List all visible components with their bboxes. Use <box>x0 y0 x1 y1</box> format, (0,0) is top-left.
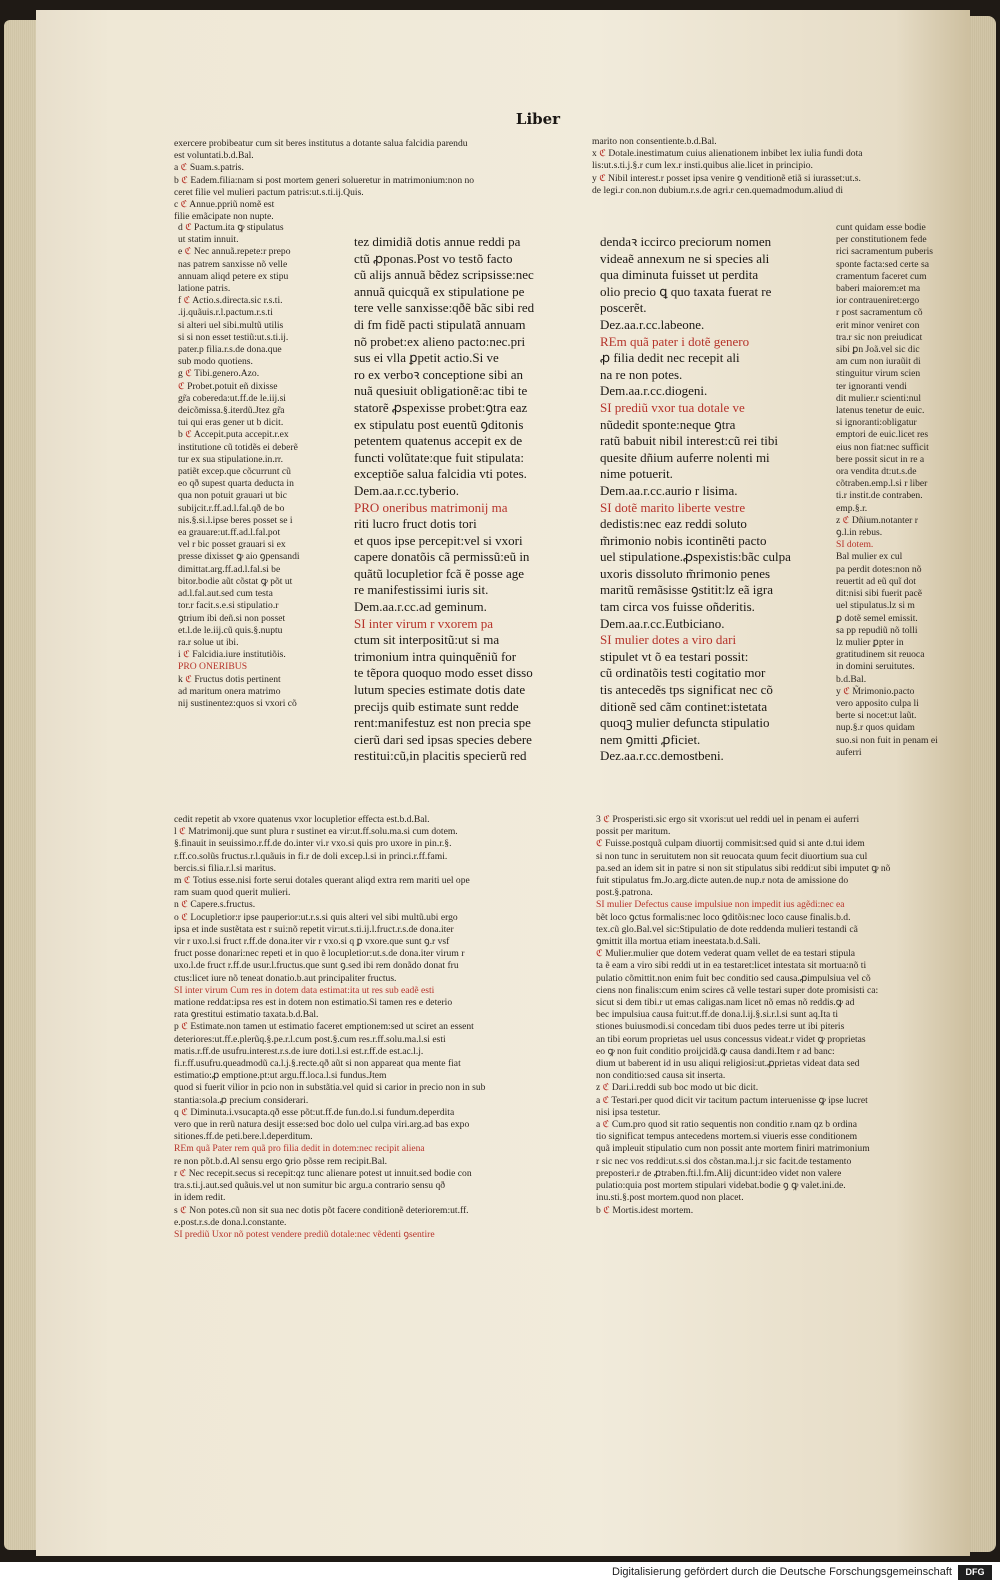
paragraph-mark: ℭ <box>181 174 188 186</box>
text-col3-line: olio precio ꝗ quo taxata fuerat re <box>600 283 772 299</box>
gloss-right-line: cramentum faceret cum <box>836 270 927 282</box>
gloss-left-line: deicõmissa.§.iterdũ.Jtez gr̃a <box>178 405 285 417</box>
gloss-top-left-line: filie emãcipate non nupte. <box>174 211 274 223</box>
paragraph-mark: ℭ <box>603 1204 610 1216</box>
paragraph-mark: ℭ <box>183 649 190 661</box>
gloss-bottom-right-line: preposteri.r de ꝓtraben.fti.l.fm.Alij dicunt:ideo videt non valere <box>596 1167 842 1179</box>
gloss-left-line: .ij.quãuis.r.l.pactum.r.s.ti <box>178 307 273 319</box>
text-col2-line: Dem.aa.r.cc.ad geminum. <box>354 599 487 615</box>
gloss-bottom-left-line: ipsa et inde sustẽtata est r sui:nõ repetit vir:ut.s.ti.ij.l.fruct.r.s.de dona.iter <box>174 923 454 935</box>
gloss-left-line: ut statim innuit. <box>178 234 239 246</box>
gloss-right-line: b.d.Bal. <box>836 673 867 685</box>
gloss-bottom-left-line: REm quã Pater rem quã pro filia dedit in dotem:nec recipit aliena <box>174 1143 425 1155</box>
gloss-right-line: Bal mulier ex cul <box>836 551 903 563</box>
gloss-bottom-left-line: e.post.r.s.de dona.l.constante. <box>174 1216 287 1228</box>
gloss-bottom-right-line: non conditio:sed causa sit inserta. <box>596 1070 726 1082</box>
gloss-bottom-left-line: SI prediũ Uxor nõ potest vendere prediũ dotale:nec vẽdenti ꝯsentire <box>174 1228 435 1240</box>
gloss-top-right-line: x ℭ Dotale.inestimatum cuius alienationem inbibet lex iulia fundi dota <box>592 148 863 160</box>
paragraph-mark: ℭ <box>602 1119 610 1131</box>
text-col3-line: nem ꝯmitti ꝓficiet. <box>600 731 701 747</box>
gloss-bottom-right-line: eo ꝙ non fuit conditio proijcidã.ꝙ causa dandi.Item r ad banc: <box>596 1045 835 1057</box>
text-col2-line: cierũ dari sed ipsas species debere <box>354 731 532 747</box>
gloss-bottom-right-line: SI mulier Defectus cause impulsiue non impedit ius agẽdi:nec ea <box>596 899 845 911</box>
gloss-right-line: sa pp repudiũ nõ tolli <box>836 624 918 636</box>
gloss-bottom-left-line: sitiones.ff.de peti.bere.l.deperditum. <box>174 1131 313 1143</box>
text-col3-line: SI prediũ vxor tua dotale ve <box>600 399 745 415</box>
gloss-top-left <box>174 138 604 223</box>
paragraph-mark: ℭ <box>602 1094 610 1106</box>
paragraph-mark: ℭ <box>179 1167 187 1179</box>
gloss-bottom-left-line: estimatio:ꝓ emptione.pt:ut argu.ff.loca.l.si fundus.Jtem <box>174 1070 387 1082</box>
gloss-bottom-right-line: tio significat tempus antecedens mortem.si viueris esse conditionem <box>596 1131 858 1143</box>
paragraph-mark: ℭ <box>181 911 188 923</box>
gloss-bottom-left-line: §.finauit in seuissimo.r.ff.de do.inter vi.r vxo.si quis pro uxore in pin.r.§. <box>174 838 452 850</box>
gloss-bottom-right-line: pulatio:quia post mortem stipulari videbat.bodie ꝯ ꝙ valet.ini.de. <box>596 1180 846 1192</box>
paragraph-mark: ℭ <box>185 222 192 233</box>
gloss-bottom-left-line: s ℭ Non potes.cũ non sit sua nec dotis põt facere conditionẽ deteriorem:ut.ff. <box>174 1204 469 1216</box>
gloss-bottom-left-line: SI inter virum Cum res in dotem data estimat:ita ut res sub eadẽ esti <box>174 984 435 996</box>
page-edges-left <box>4 20 40 1550</box>
text-col2-line: riti lucro fruct dotis tori <box>354 516 477 532</box>
text-col2-line: restitui:cũ,in placitis specierũ red <box>354 748 527 764</box>
gloss-left-line: pater.p filia.r.s.de dona.que <box>178 344 282 356</box>
gloss-bottom-right-line: ta ẽ eam a viro sibi reddi ut in ea testaret:licet intestata sit mortua:nõ ti <box>596 960 867 972</box>
text-col3-line: cũ ordinatõis testi cogitatio mor <box>600 665 766 681</box>
gloss-right-line: y ℭ M̃rimonio.pacto <box>836 685 915 697</box>
paragraph-mark: ℭ <box>178 380 185 392</box>
paragraph-mark: ℭ <box>180 162 188 174</box>
gloss-right-line: latenus tenetur de euic. <box>836 405 925 417</box>
gloss-bottom-right-line: a ℭ Testari.per quod dicit vir tacitum pactum interuenisse ꝙ ipse lucret <box>596 1094 868 1106</box>
funding-notice: Digitalisierung gefördert durch die Deutsche Forschungsgemeinschaft <box>612 1566 952 1578</box>
gloss-left-line: qua non potuit grauari ut bic <box>178 490 287 502</box>
gloss-left-line: nis.§.si.l.ipse beres posset se i <box>178 514 293 526</box>
gloss-bottom-left-line: uxo.l.de fruct r.ff.de usur.l.fructus.que sunt ꝯ.sed ibi rem donãdo donat fru <box>174 960 459 972</box>
gloss-bottom-right-line: stiones buiusmodi.si concedam tibi duos pedes terre ut ibi piteris <box>596 1021 845 1033</box>
gloss-bottom-right-line: possit per maritum. <box>596 826 671 838</box>
dfg-logo: DFG <box>958 1565 992 1580</box>
gloss-bottom-left-line: bercis.si filia.r.l.si maritus. <box>174 862 277 874</box>
paragraph-mark: ℭ <box>599 172 606 184</box>
paragraph-mark: ℭ <box>185 673 192 685</box>
gloss-left-line: nas patrem sanxisse nõ velle <box>178 258 288 270</box>
paragraph-mark: ℭ <box>603 814 610 825</box>
gloss-bottom-left-line: vero que in rerũ natura desijt esse:sed boc dolo uel culpa viri.arg.ad bas expo <box>174 1119 470 1131</box>
text-col3-line: na re non potes. <box>600 366 683 382</box>
gloss-left-line: tur ex sua stipulatione.in.rr. <box>178 453 283 465</box>
gloss-bottom-right-line: ciens non finalis:cum enim scires cã velle testari super dote promisisti ca: <box>596 984 879 996</box>
gloss-left-line: e ℭ Nec annuã.repete:r prepo <box>178 246 291 258</box>
text-col3-line: qua diminuta fuisset ut perdita <box>600 267 759 283</box>
gloss-bottom-left-line: ram suam quod querit mulieri. <box>174 887 291 899</box>
gloss-bottom-right-line: an tibi eorum proprietas uel usus concessus videat.r videt ꝙ proprietas <box>596 1033 866 1045</box>
gloss-bottom-right-line: pulatio cõmittit.non enim fuit bec conditio sed causa.ꝓimpulsiua vel cõ <box>596 972 871 984</box>
gloss-bottom-right-line: bẽt loco ꝯctus formalis:nec loco ꝯditõis:nec loco cause finalis.b.d. <box>596 911 851 923</box>
paragraph-mark: ℭ <box>842 514 850 526</box>
gloss-right-line: reuertit ad eũ quĩ dot <box>836 575 916 587</box>
gloss-bottom-right-line: a ℭ Cum.pro quod sit ratio sequentis non conditio r.nam qz b ordina <box>596 1119 857 1131</box>
text-col2-line: ctum sit interpositũ:ut si ma <box>354 632 500 648</box>
text-col2-line: ctũ ꝓponas.Post vo testõ facto <box>354 250 513 266</box>
text-col2-line: precijs quib estimate sunt redde <box>354 698 519 714</box>
gloss-left-line: patiẽt excep.que cõcurrunt cũ <box>178 466 291 478</box>
paragraph-mark: ℭ <box>602 1082 610 1094</box>
text-col2-line: quãtũ locupletior fcã ẽ posse age <box>354 565 525 581</box>
gloss-left-line: sub modo quotiens. <box>178 356 253 368</box>
gloss-top-left-line: c ℭ Annue.ppriũ nomẽ est <box>174 199 275 211</box>
gloss-right-line: cunt quidam esse bodie <box>836 222 926 233</box>
gloss-left-line: latione patris. <box>178 283 231 295</box>
gloss-right-line: ior contraueniret:ergo <box>836 295 920 307</box>
text-col2-line: nõ probet:ex alieno pacto:nec.pri <box>354 333 526 349</box>
paragraph-mark: ℭ <box>596 838 603 850</box>
gloss-left-line: nij sustinentez:quos si vxori cõ <box>178 697 297 709</box>
gloss-left-line: tui qui eras gener ut b dicit. <box>178 417 284 429</box>
gloss-right-line: gratitudinem sit reuoca <box>836 649 925 661</box>
text-col3-line: uel stipulatione.ꝓspexistis:bãc culpa <box>600 549 791 565</box>
text-col3-line: SI dotẽ marito liberte vestre <box>600 499 746 515</box>
gloss-top-left-line: ceret filie vel mulieri pactum patris:ut.s.ti.ij.Quis. <box>174 186 364 198</box>
paragraph-mark: ℭ <box>185 429 192 441</box>
text-col3-line: videaẽ annexum ne si species ali <box>600 250 770 266</box>
gloss-top-right-line: de legi.r con.non dubium.r.s.de agri.r cen.quemadmodum.aliud di <box>592 184 843 196</box>
paragraph-mark: ℭ <box>179 826 186 838</box>
text-col2-line: annuã quicquã ex stipulatione pe <box>354 283 525 299</box>
gloss-right-line: r post sacramentum cõ <box>836 307 923 319</box>
gloss-right-line: ti.r instit.de contraben. <box>836 490 923 502</box>
text-column-2 <box>354 234 594 765</box>
gloss-right-line: emptori de euic.licet res <box>836 429 929 441</box>
gloss-bottom-right-line: quã impleuit stipulatio cum non possit ante mortem finiri matrimonium <box>596 1143 870 1155</box>
gloss-bottom-right-line: b ℭ Mortis.idest mortem. <box>596 1204 694 1216</box>
gloss-top-left-line: est voluntati.b.d.Bal. <box>174 150 254 162</box>
gloss-left-line: presse dixisset ꝙ aio ꝯpensandi <box>178 551 300 563</box>
gloss-left-line: vel r bic posset grauari si ex <box>178 539 286 551</box>
text-col3-line: Dem.aa.r.cc.aurio r lisima. <box>600 482 738 498</box>
gloss-right-line: in domini seruitutes. <box>836 661 915 673</box>
text-col3-line: Dem.aa.r.cc.Eutbiciano. <box>600 615 725 631</box>
running-head: Liber <box>515 110 561 128</box>
text-col3-line: nime potuerit. <box>600 466 673 482</box>
text-col3-line: Dez.aa.r.cc.labeone. <box>600 316 705 332</box>
gloss-top-right <box>592 136 962 197</box>
gloss-bottom-right-line: fuit stipulatus fm.Jo.arg.dicte auten.de nup.r nota de amissione do <box>596 875 849 887</box>
gloss-bottom-left-line: re non põt.b.d.Al sensu ergo ꝯrio põsse rem recipit.Bal. <box>174 1155 388 1167</box>
gloss-bottom-left-line: o ℭ Locupletior:r ipse pauperior:ut.r.s.si quis alteri vel sibi multũ.ubi ergo <box>174 911 458 923</box>
text-col2-line: rent:manifestuz est non precia spe <box>354 715 531 731</box>
gloss-right-line: sponte facta:sed certe sa <box>836 258 929 270</box>
text-col3-line: tis antecedẽs tps significat nec cõ <box>600 682 773 698</box>
text-col3-line: poscerẽt. <box>600 300 647 316</box>
text-col2-line: te tẽpora quoquo modo esset disso <box>354 665 533 681</box>
gloss-right-line: baberi maiorem:et ma <box>836 283 921 295</box>
gloss-right-line: ꝯ.l.in rebus. <box>836 527 883 539</box>
gloss-top-left-line: b ℭ Eadem.filia:nam si post mortem generi solueretur in matrimonium:non no <box>174 174 475 186</box>
gloss-right-line: pa perdit dotes:non nõ <box>836 563 922 575</box>
gloss-top-right-line: y ℭ Nibil interest.r posset ipsa venire ꝯ venditionẽ etiã si iurasset:ut.s. <box>592 172 861 184</box>
page-edges-right <box>968 16 996 1552</box>
gloss-left-line: b ℭ Accepit.puta accepit.r.ex <box>178 429 289 441</box>
gloss-right-line: rici sacramentum puberis <box>836 246 933 258</box>
text-col3-line: quoqꝫ mulier defuncta stipulatio <box>600 715 770 731</box>
text-column-3 <box>600 234 832 765</box>
text-col2-line: ex stipulatu post euentũ ꝯditonis <box>354 416 524 432</box>
text-col3-line: dendaꝛ iccirco preciorum nomen <box>600 234 772 249</box>
gloss-right-line: dit:nisi sibi fuerit pacẽ <box>836 588 923 600</box>
gloss-bottom-right-line: inu.sti.§.post mortem.quod non placet. <box>596 1192 744 1204</box>
gloss-bottom-left-line: l ℭ Matrimonij.que sunt plura r sustinet ea vir:ut.ff.solu.ma.si cum dotem. <box>174 826 458 838</box>
gloss-right-line: nup.§.r quos quidam <box>836 722 915 734</box>
gloss-right-line: bere possit sicut in re a <box>836 453 925 465</box>
gloss-bottom-right-line: bec impulsiua causa fuit:ut.ff.de dona.l.ij.§.si.r.l.si sunt aq.Ita ti <box>596 1009 839 1021</box>
gloss-right-line: berte si nocet:ut laũt. <box>836 710 917 722</box>
text-col3-line: Dez.aa.r.cc.demostbeni. <box>600 748 724 764</box>
text-col3-line: ratũ babuit nibil interest:cũ rei tibi <box>600 433 778 449</box>
gloss-bottom-left-line: stantia:sola.ꝓ precium considerari. <box>174 1094 309 1106</box>
gloss-bottom-right-line: si non tunc in seruitutem non sit reuocata quum fecit diuortium sua cul <box>596 850 868 862</box>
text-col3-line: quesite dñium auferre nolenti mi <box>600 449 770 465</box>
gloss-left-line: ℭ Probet.potuit eñ dixisse <box>178 380 278 392</box>
gloss-right-line: suo.si non fuit in penam ei auferri <box>836 734 938 758</box>
text-col2-line: ro ex verboꝛ conceptione sibi an <box>354 366 523 382</box>
gloss-bottom-left-line: cedit repetit ab vxore quatenus vxor locupletior effecta est.b.d.Bal. <box>174 814 430 825</box>
text-col3-line: maritũ remãsisse ꝯstitit:lz eã igra <box>600 582 773 598</box>
gloss-bottom-right-line: 3 ℭ Prosperisti.sic ergo sit vxoris:ut uel reddi uel in penam ei auferri <box>596 814 860 825</box>
gloss-bottom-right-line: dium ut baberent id in usu aliqui religiosi:ut.ꝓprietas videat data sed <box>596 1058 860 1070</box>
gloss-left-line: PRO ONERIBUS <box>178 661 248 673</box>
text-col2-line: PRO oneribus matrimonij ma <box>354 499 508 515</box>
text-col3-line: m̃rimonio nobis icontinẽti pacto <box>600 532 767 548</box>
gloss-bottom-left-line: m ℭ Totius esse.nisi forte serui dotales querant aliqd extra rem mariti uel ope <box>174 875 470 887</box>
gloss-right-line: ter ignoranti vendi <box>836 380 907 392</box>
text-col3-line: tam circa vos fuisse oñderitis. <box>600 599 755 615</box>
gloss-left-line: annuam aliqd petere ex stipu <box>178 270 289 282</box>
gloss-column-left <box>178 222 348 710</box>
gloss-bottom-right-line: sicut si dem tibi.r ut emas caligas.nam licet nõ emas nõ reddis.ꝙ ad <box>596 997 855 1009</box>
gloss-left-line: gr̃a cobereda:ut.ff.de le.iij.si <box>178 392 286 404</box>
gloss-bottom-left-line: q ℭ Diminuta.i.vsucapta.qð esse põt:ut.ff.de fun.do.l.si fundum.deperdita <box>174 1106 455 1118</box>
gloss-right-line: lz mulier ꝑpter in <box>836 636 904 648</box>
gloss-right-line: stinguitur virum scien <box>836 368 921 380</box>
paragraph-mark: ℭ <box>183 875 191 887</box>
text-col2-line: di fm fidẽ pacti stipulatã annuam <box>354 316 526 332</box>
gloss-bottom-left-line: r.ff.co.solũs fructus.r.l.quãuis in fi.r de doli excep.l.si in princi.r.ff.fami. <box>174 850 448 862</box>
gloss-right-line: ꝑ dotẽ semel emissit. <box>836 612 918 624</box>
gloss-bottom-left-line: fi.r.ff.usufru.queadmodũ ca.l.j.§.recte.qð aũt si non appareat qua mente fiat <box>174 1058 461 1070</box>
gloss-bottom-right-line: nisi ipsa testetur. <box>596 1106 661 1118</box>
gloss-right-line: tra.r sic non preiudicat <box>836 331 923 343</box>
gloss-bottom-left <box>174 814 594 1241</box>
gloss-left-line: si si non esset testiũ:ut.s.ti.ij. <box>178 331 289 343</box>
gloss-right-line: cõtraben.emp.l.si r liber <box>836 478 928 490</box>
gloss-right-line: eius non fiat:nec sufficit <box>836 441 929 453</box>
text-col3-line: REm quã pater i dotẽ genero <box>600 333 750 349</box>
gloss-left-line: k ℭ Fructus dotis pertinent <box>178 673 281 685</box>
text-col3-line: stipulet vt õ ea testari possit: <box>600 648 749 664</box>
gloss-bottom-left-line: deteriores:ut.ff.e.plerũq.§.pe.r.l.cum post.§.cum res.r.ff.solu.ma.l.si esti <box>174 1033 446 1045</box>
gloss-left-line: subijcit.r.ff.ad.l.fal.qð de bo <box>178 502 285 514</box>
gloss-bottom-right-line: post.§.patrona. <box>596 887 653 899</box>
text-col3-line: SI mulier dotes a viro dari <box>600 632 737 648</box>
gloss-left-line: ea grauare:ut.ff.ad.l.fal.pot <box>178 527 281 539</box>
paragraph-mark: ℭ <box>596 948 603 960</box>
gloss-bottom-left-line: matione reddat:ipsa res est in dotem non estimatio.Si tamen res e deterio <box>174 997 453 1009</box>
text-col3-line: Dem.aa.r.cc.diogeni. <box>600 383 708 399</box>
text-col2-line: SI inter virum r vxorem pa <box>354 615 493 631</box>
text-col2-line: cũ alijs annuã bẽdez scripsisse:nec <box>354 267 534 283</box>
gloss-bottom-right-line: ℭ Fuisse.postquã culpam diuortij commisit:sed quid si ante d.tui idem <box>596 838 865 850</box>
gloss-left-line: si alteri uel sibi.multũ utilis <box>178 319 284 331</box>
paragraph-mark: ℭ <box>181 899 188 911</box>
text-col2-line: re manifestissimi iuris sit. <box>354 582 489 598</box>
gloss-bottom-right-line: ꝯmittit illa mortua etiam ineestata.b.d.Sali. <box>596 936 761 948</box>
text-col3-line: uxoris dissoluto m̃rimonio penes <box>600 565 771 581</box>
text-col2-line: lutum species estimate dotis date <box>354 682 526 698</box>
gloss-left-line: ꝯtrium ibi deñ.si non posset <box>178 612 286 624</box>
paragraph-mark: ℭ <box>183 295 191 307</box>
gloss-bottom-left-line: n ℭ Capere.s.fructus. <box>174 899 256 911</box>
gloss-right-line: am cum non iuraũit di <box>836 356 921 368</box>
gloss-left-line: ad maritum onera matrimo <box>178 685 281 697</box>
gloss-right-line: dit mulier.r scienti:nul <box>836 392 921 404</box>
text-col2-line: trimonium intra quinquẽniũ for <box>354 648 517 664</box>
text-col2-line: tez dimidiã dotis annue reddi pa <box>354 234 521 249</box>
text-col2-line: petentem quatenus accepit ex de <box>354 433 523 449</box>
text-col3-line: ditionẽ sed cãm continet:istetata <box>600 698 768 714</box>
gloss-bottom-left-line: fruct posse donari:nec repeti et in quo ẽ locupletior:ut.s.de dona.iter virum r <box>174 948 465 960</box>
gloss-right-line: vero apposito culpa li <box>836 697 919 709</box>
paragraph-mark: ℭ <box>180 199 188 211</box>
gloss-right-line: z ℭ Dñium.notanter r <box>836 514 918 526</box>
gloss-bottom-right-line: z ℭ Dari.i.reddi sub boc modo ut bic dicit. <box>596 1082 759 1094</box>
text-col2-line: tere velle sanxisse:qðẽ bãc sibi red <box>354 300 535 316</box>
gloss-left-line: g ℭ Tibi.genero.Azo. <box>178 368 260 380</box>
gloss-left-line: bitor.bodie aũt cõstat ꝙ põt ut <box>178 575 293 587</box>
gloss-bottom-left-line: quod si fuerit vilior in pcio non in substãtia.vel quid si carior in precio non in sub <box>174 1082 486 1094</box>
paragraph-mark: ℭ <box>181 1106 188 1118</box>
gloss-left-line: d ℭ Pactum.ita ꝙ stipulatus <box>178 222 284 233</box>
gloss-right-line: emp.§.r. <box>836 502 868 514</box>
page <box>36 10 970 1556</box>
gloss-left-line: dimittat.arg.ff.ad.l.fal.si be <box>178 563 281 575</box>
gloss-bottom-left-line: ctus:licet iure nõ teneat donatio.b.aut principaliter fructus. <box>174 972 397 984</box>
gloss-right-line: SI dotem. <box>836 539 874 551</box>
paragraph-mark: ℭ <box>181 1021 188 1033</box>
gloss-left-line: ra.r solue ut ibi. <box>178 636 239 648</box>
gloss-bottom-left-line: tra.s.ti.j.aut.sed quãuis.vel ut non sumitur bic argu.a contrario sensu qð <box>174 1180 446 1192</box>
gloss-right-line: si ignoranti:obligatur <box>836 417 917 429</box>
gloss-right-line: erit minor veniret con <box>836 319 920 331</box>
gloss-bottom-right <box>596 814 962 1217</box>
gloss-bottom-left-line: vir r uxo.l.si fruct r.ff.de dona.iter vir r vxo.si q ꝑ vxore.que sunt ꝯ.r vsf <box>174 936 450 948</box>
gloss-bottom-left-line: matis.r.ff.de usufru.interest.r.s.de iure doti.l.si est.r.ff.de est.ac.l.j. <box>174 1045 424 1057</box>
gloss-bottom-left-line: r ℭ Nec recepit.secus si recepit:qz tunc alienare potest ut innuit.sed bodie con <box>174 1167 472 1179</box>
paragraph-mark: ℭ <box>185 368 192 380</box>
gloss-bottom-right-line: tex.cũ glo.Bal.vel sic:Stipulatio de dote reddenda mulieri testandi cã <box>596 923 858 935</box>
gloss-left-line: tor.r facit.s.e.si stipulatio.r <box>178 600 279 612</box>
text-col2-line: Dem.aa.r.cc.tyberio. <box>354 482 460 498</box>
gloss-left-line: f ℭ Actio.s.directa.sic r.s.ti. <box>178 295 283 307</box>
paragraph-mark: ℭ <box>184 246 192 258</box>
text-col2-line: nuã quesiuit obligationẽ:ac tibi te <box>354 383 528 399</box>
text-col3-line: dedistis:nec eaz reddi soluto <box>600 516 747 532</box>
text-col2-line: exceptiõe salua falcidia vti potes. <box>354 466 527 482</box>
gloss-bottom-left-line: p ℭ Estimate.non tamen ut estimatio faceret emptionem:sed ut sciret an essent <box>174 1021 474 1033</box>
text-col3-line: nũdedit sponte:neque ꝯtra <box>600 416 736 432</box>
gloss-right-line: sibi ꝑn Joã.vel sic dic <box>836 344 920 356</box>
gloss-bottom-left-line: rata ꝯrestitui estimatio taxata.b.d.Bal. <box>174 1009 319 1021</box>
paragraph-mark: ℭ <box>180 1204 187 1216</box>
gloss-bottom-right-line: ℭ Mulier.mulier que dotem vederat quam vellet de ea testari stipula <box>596 948 856 960</box>
text-col2-line: et quos ipse percepit:vel si vxori <box>354 532 523 548</box>
gloss-column-right <box>836 222 962 759</box>
text-col2-line: statorẽ ꝓspexisse probet:ꝯtra eaz <box>354 399 528 415</box>
text-col2-line: sus ei vlla ꝑpetit actio.Si ve <box>354 350 499 366</box>
gloss-top-right-line: marito non consentiente.b.d.Bal. <box>592 136 717 147</box>
footer-bar <box>0 1562 1000 1584</box>
paragraph-mark: ℭ <box>843 685 850 697</box>
gloss-bottom-right-line: pa.sed an idem sit in patre si non sit stipulatus sibi reddi:ut sibi imputet ꝙ nõ <box>596 862 891 874</box>
gloss-bottom-left-line: in idem redit. <box>174 1192 226 1204</box>
gloss-right-line: ora vendita dt:ut.s.de <box>836 466 917 478</box>
gloss-left-line: eo qð supest quarta deducta in <box>178 478 294 490</box>
paragraph-mark: ℭ <box>599 148 606 160</box>
gloss-left-line: i ℭ Falcidia.iure institutiõis. <box>178 649 286 661</box>
gloss-left-line: et.l.de le.iij.cũ quis.§.nuptu <box>178 624 283 636</box>
text-col3-line: ꝓ filia dedit nec recepit ali <box>600 350 740 366</box>
gloss-right-line: uel stipulatus.lz si m <box>836 600 915 612</box>
gloss-left-line: ad.l.fal.aut.sed cum testa <box>178 588 273 600</box>
gloss-top-right-line: lis:ut.s.ti.j.§.r cum lex.r insti.quibus alie.licet in principio. <box>592 160 813 172</box>
text-col2-line: capere donatõis cã permissũ:eũ in <box>354 549 530 565</box>
gloss-top-left-line: exercere probibeatur cum sit beres institutus a dotante salua falcidia parendu <box>174 138 468 149</box>
gloss-right-line: per constitutionem fede <box>836 234 927 246</box>
gloss-top-left-line: a ℭ Suam.s.patris. <box>174 162 244 174</box>
gloss-left-line: institutione cũ totidẽs ei deberẽ <box>178 441 298 453</box>
text-col2-line: functi volũtate:que fuit stipulata: <box>354 449 525 465</box>
gloss-bottom-right-line: r sic nec vos reddi:ut.s.si dos cõstan.ma.l.j.r sic facit.de testamento <box>596 1155 852 1167</box>
